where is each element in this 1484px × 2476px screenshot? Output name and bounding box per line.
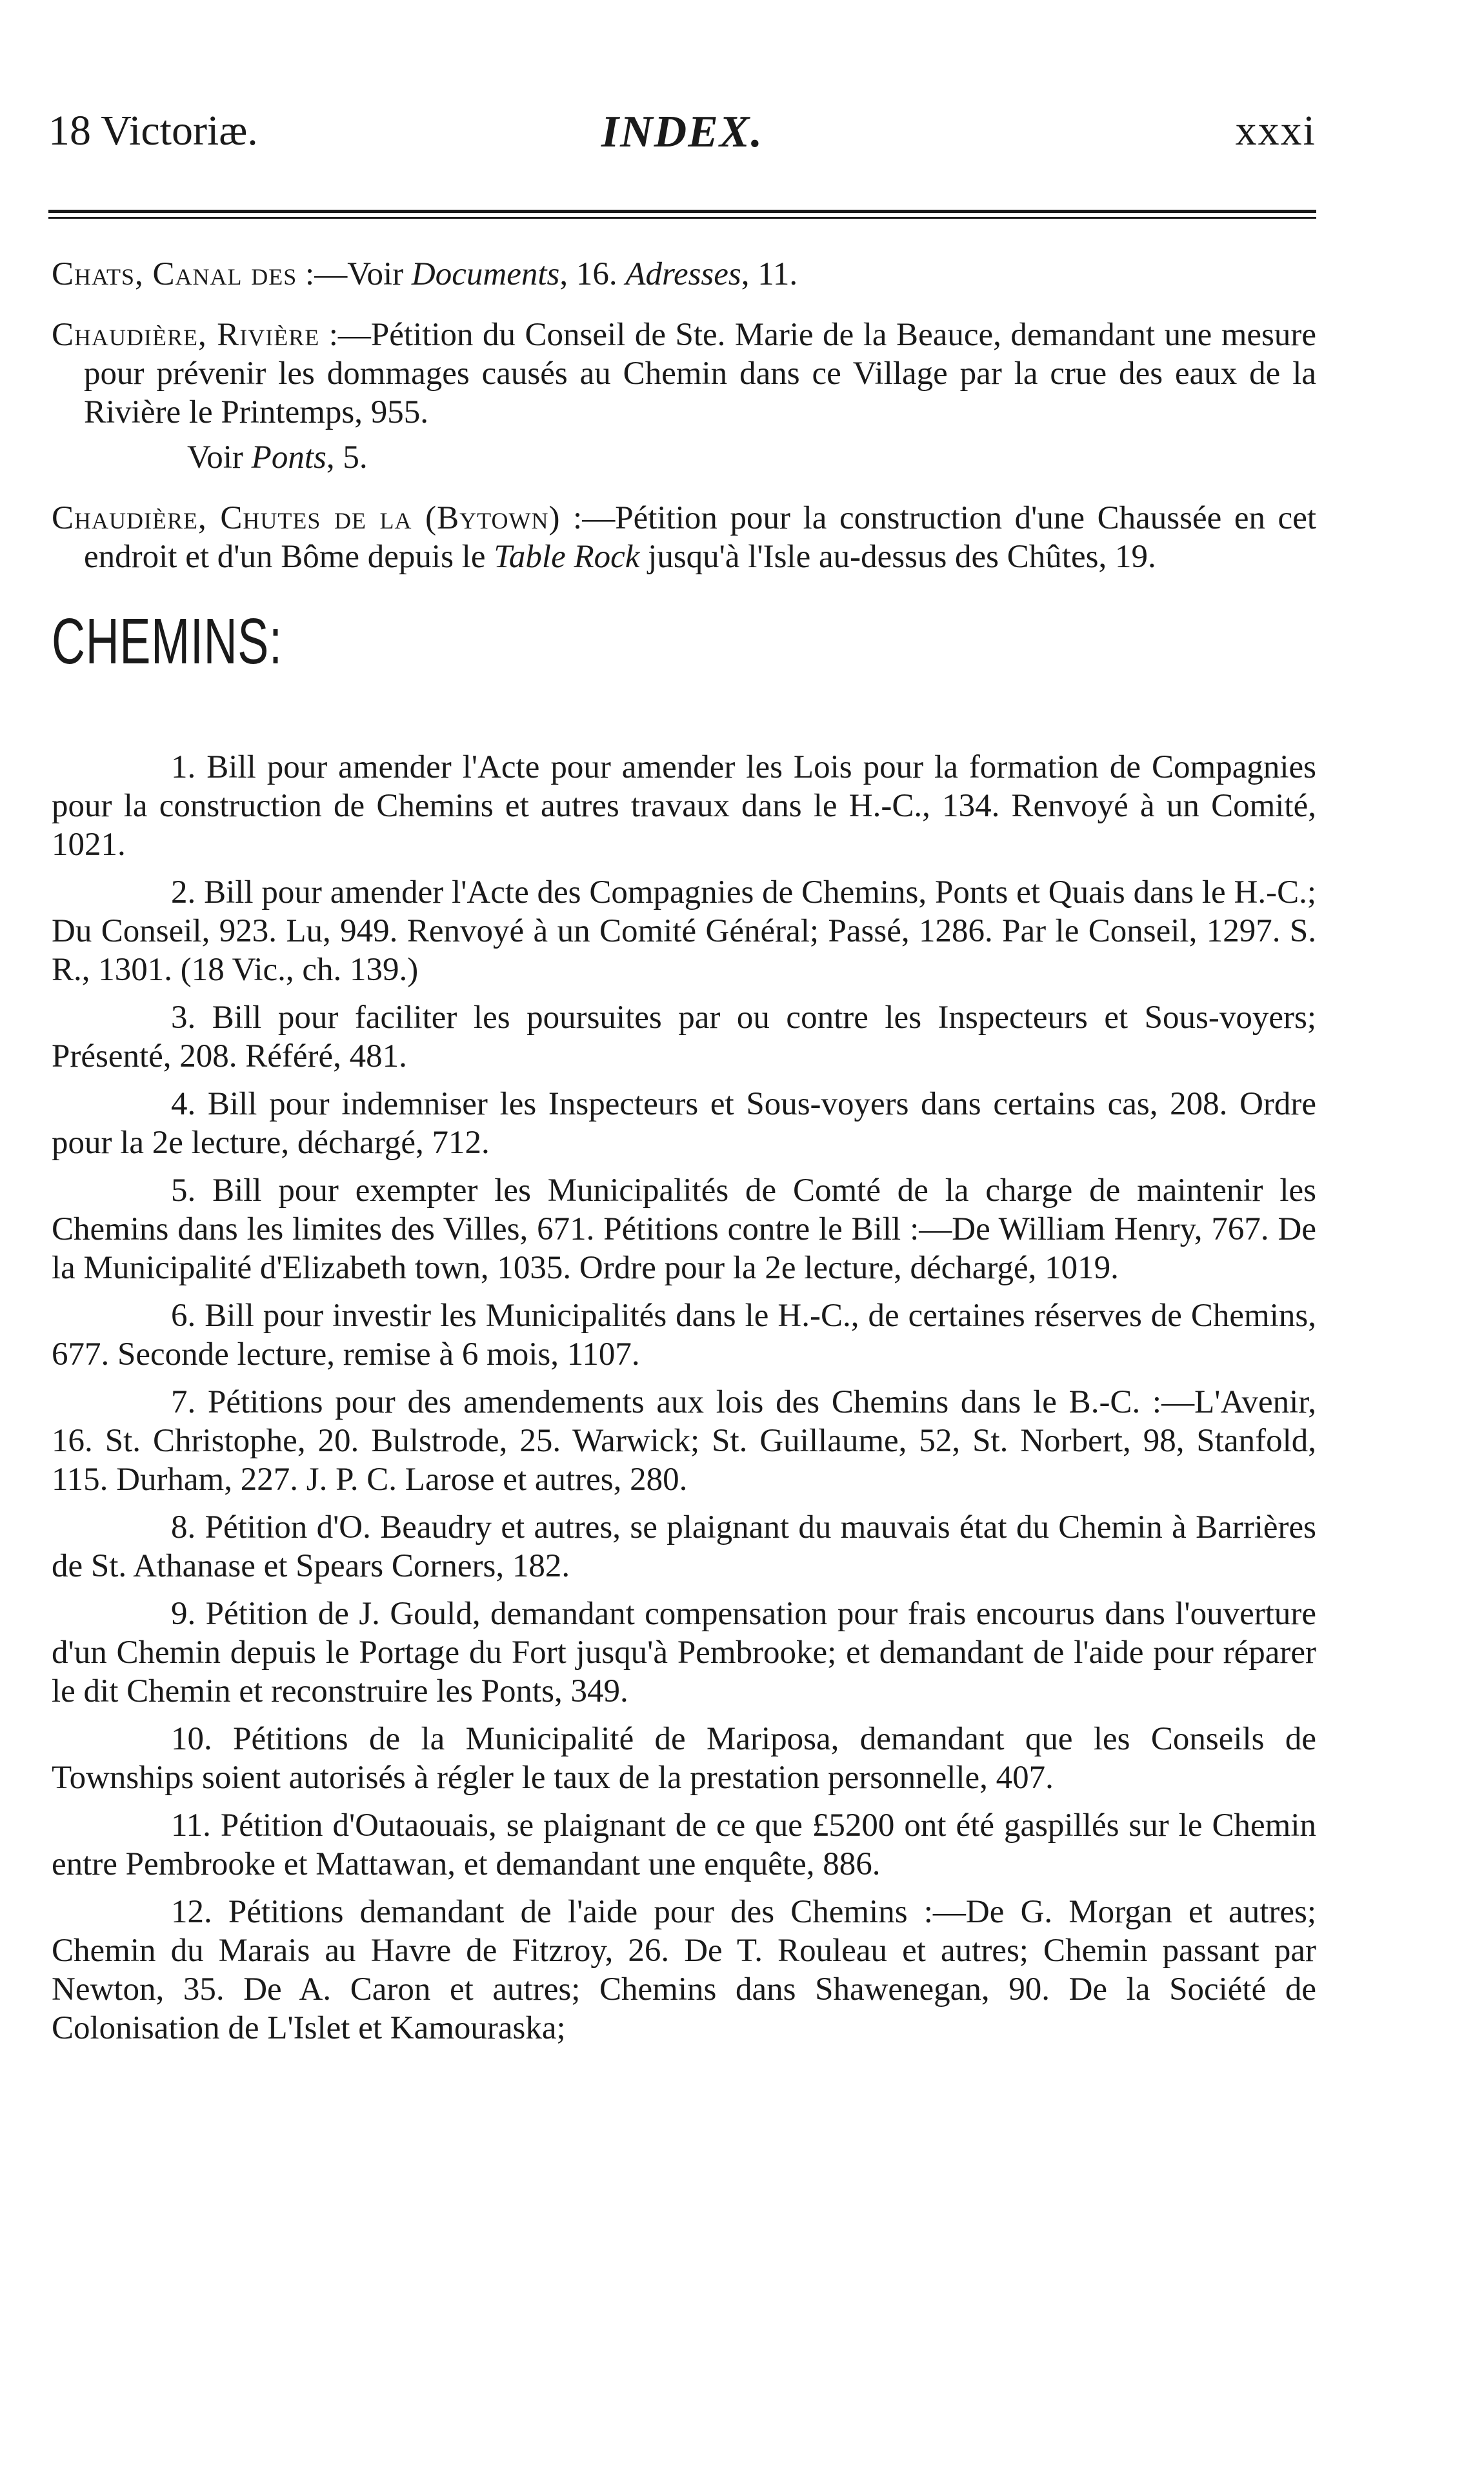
list-item: 4. Bill pour indemniser les Inspecteurs et Sous-voyers dans certains cas, 208. Ordre pour la 2e lecture, déchargé, 712.	[52, 1086, 1316, 1161]
entry-head: Chaudière, Chutes de la	[52, 500, 412, 536]
list-item: 3. Bill pour faciliter les poursuites par ou contre les Inspecteurs et Sous-voyers; Présenté, 208. Référé, 481.	[52, 1000, 1316, 1074]
index-body	[52, 255, 1316, 2054]
list-item: 10. Pétitions de la Municipalité de Mariposa, demandant que les Conseils de Townships soient autorisés à régler le taux de la prestation personnelle, 407.	[52, 1721, 1316, 1796]
list-item: 7. Pétitions pour des amendements aux lois des Chemins dans le B.-C. :—L'Avenir, 16. St. Christophe, 20. Bulstrode, 25. Warwick; St. Guillaume, 52, St. Norbert, 98, Stanfold, 115. Durham, 227. J. P. C. Larose et autres, 280.	[52, 1384, 1316, 1498]
entry-text: jusqu'à l'Isle au-dessus des Chûtes, 19.	[639, 539, 1156, 575]
entry-head: Chats, Canal des	[52, 256, 297, 292]
entry-chaudiere-riviere	[52, 316, 1316, 432]
list-item: 6. Bill pour investir les Municipalités dans le H.-C., de certaines réserves de Chemins, 677. Seconde lecture, remise à 6 mois, 1107.	[52, 1298, 1316, 1373]
entry-text: , 16.	[559, 256, 626, 292]
entry-head: Chaudière, Rivière	[52, 317, 320, 353]
list-item: 8. Pétition d'O. Beaudry et autres, se plaignant du mauvais état du Chemin à Barrières de St. Athanase et Spears Corners, 182.	[52, 1509, 1316, 1584]
page-title: INDEX.	[601, 107, 764, 157]
entry-ref: Documents	[411, 256, 560, 292]
entry-text: :—Pétition pour la construction d'une Chaussée en cet endroit et d'un Bôme depuis le	[84, 500, 1316, 575]
section-heading: CHEMINS:	[52, 605, 283, 678]
see-also-num: , 5.	[326, 439, 368, 476]
running-head-left: 18 Victoriæ.	[48, 107, 258, 154]
list-item: 9. Pétition de J. Gould, demandant compensation pour frais encourus dans l'ouverture d'un Chemin depuis le Portage du Fort jusqu'à Pembrooke; et demandant de l'aide pour réparer le dit Chemin et reconstruire les Ponts, 349.	[52, 1596, 1316, 1709]
entry-see-also	[52, 438, 1316, 477]
see-also-text: Voir	[187, 439, 252, 476]
list-item: 5. Bill pour exempter les Municipalités de Comté de la charge de maintenir les Chemins dans les limites des Villes, 671. Pétitions contre le Bill :—De William Henry, 767. De la Municipalité d'Elizabeth town, 1035. Ordre pour la 2e lecture, déchargé, 1019.	[52, 1173, 1316, 1286]
list-item: 2. Bill pour amender l'Acte des Compagnies de Chemins, Ponts et Quais dans le H.-C.; Du Conseil, 923. Lu, 949. Renvoyé à un Comité Général; Passé, 1286. Par le Conseil, 1297. S. R., 1301. (18 Vic., ch. 139.)	[52, 874, 1316, 988]
list-item: 12. Pétitions demandant de l'aide pour des Chemins :—De G. Morgan et autres; Chemin du Marais au Havre de Fitzroy, 26. De T. Rouleau et autres; Chemin passant par Newton, 35. De A. Caron et autres; Chemins dans Shawenegan, 90. De la Société de Colonisation de L'Islet et Kamouraska;	[52, 1894, 1316, 2046]
header-rule-thin	[48, 217, 1316, 219]
list-item: 11. Pétition d'Outaouais, se plaignant de ce que £5200 ont été gaspillés sur le Chemin entre Pembrooke et Mattawan, et demandant une enquête, 886.	[52, 1807, 1316, 1882]
entry-ref: Adresses	[625, 256, 741, 292]
entry-head-paren: (Bytown)	[412, 500, 561, 536]
entry-text: , 11.	[741, 256, 798, 292]
entry-chaudiere-chutes	[52, 499, 1316, 576]
entry-text: :—Voir	[297, 256, 412, 292]
page-number: xxxi	[1235, 107, 1316, 154]
list-item: 1. Bill pour amender l'Acte pour amender les Lois pour la formation de Compagnies pour la construction de Chemins et autres travaux dans le H.-C., 134. Renvoyé à un Comité, 1021.	[52, 749, 1316, 863]
entry-ref: Table Rock	[494, 539, 640, 575]
entry-chats-canal	[52, 255, 1316, 294]
entry-text: :—Pétition du Conseil de Ste. Marie de la Beauce, demandant une mesure pour prévenir les dommages causés au Chemin dans ce Village par la crue des eaux de la Rivière le Printemps, 955.	[84, 317, 1316, 430]
header-rule-thick	[48, 210, 1316, 213]
page-header	[48, 106, 1316, 165]
see-also-ref: Ponts	[251, 439, 326, 476]
